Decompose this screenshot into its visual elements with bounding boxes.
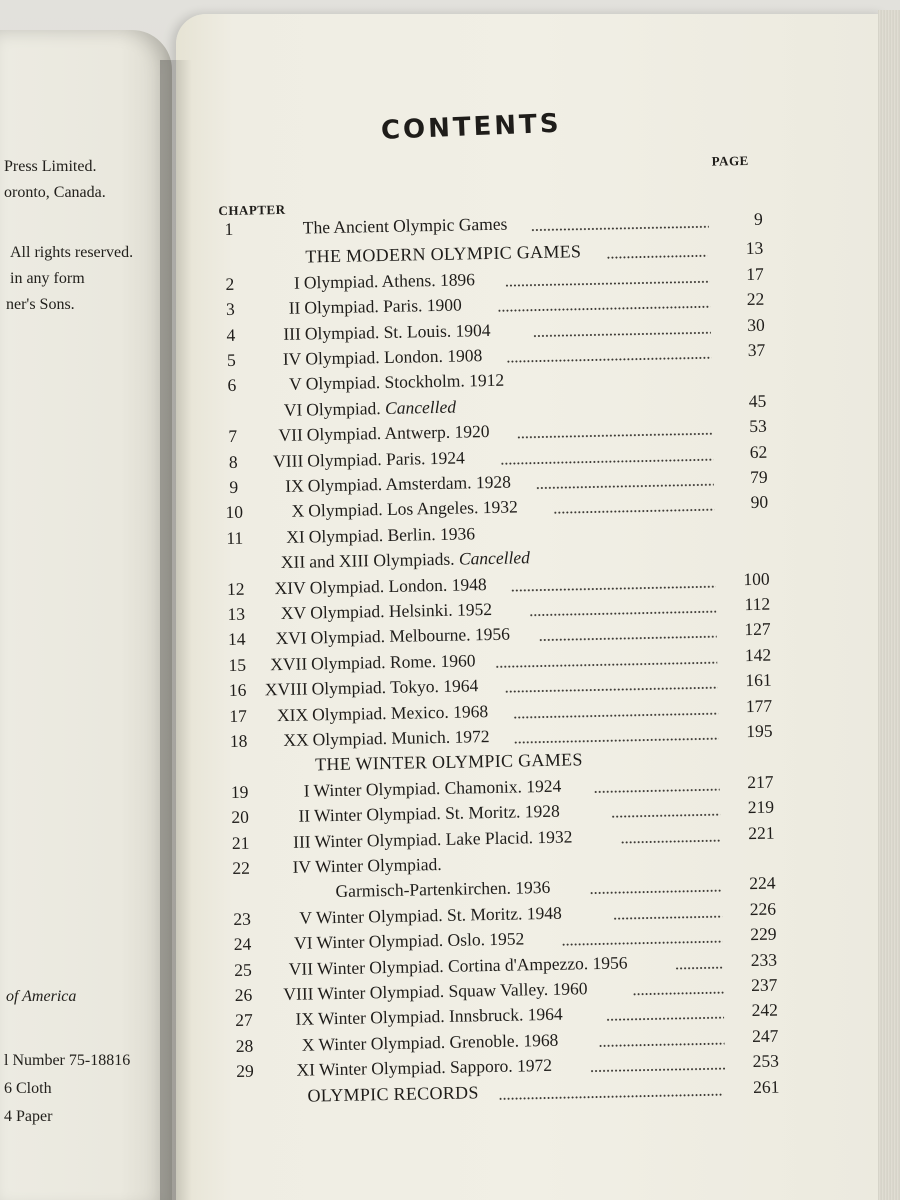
dot-leader bbox=[613, 915, 722, 919]
chapter-column-label: CHAPTER bbox=[218, 201, 286, 219]
entry-title-text: Olympiad. Antwerp. 1920 bbox=[306, 421, 490, 445]
dot-leader bbox=[532, 331, 711, 336]
entry-title bbox=[315, 854, 442, 877]
entry-title bbox=[305, 345, 482, 369]
page-number: 127 bbox=[744, 619, 771, 640]
dot-leader bbox=[675, 966, 723, 969]
entry-title-text: Olympiad. Paris. 1900 bbox=[304, 294, 463, 318]
olympiad-numeral: VIII bbox=[272, 450, 304, 471]
left-page-line: Press Limited. bbox=[4, 158, 97, 175]
dot-leader bbox=[499, 1093, 724, 1099]
dot-leader bbox=[632, 992, 724, 996]
olympiad-numeral: XV bbox=[280, 602, 307, 624]
page-number: 253 bbox=[752, 1050, 780, 1072]
chapter-number: 14 bbox=[227, 629, 246, 650]
chapter-number: 7 bbox=[228, 426, 238, 447]
entry-title-text: Olympiad. Rome. 1960 bbox=[310, 650, 476, 674]
entry-title-text: Winter Olympiad. St. Moritz. 1928 bbox=[313, 800, 560, 826]
page-number: 100 bbox=[743, 568, 770, 589]
chapter-number: 10 bbox=[225, 502, 244, 523]
entry-title-text: Winter Olympiad. Squaw Valley. 1960 bbox=[317, 978, 588, 1004]
olympiad-numeral: XX bbox=[283, 729, 309, 750]
left-page-line: 4 Paper bbox=[4, 1108, 53, 1125]
dot-leader bbox=[606, 255, 707, 259]
entry-title-text: Winter Olympiad. Oslo. 1952 bbox=[316, 928, 525, 953]
entry-title bbox=[310, 599, 492, 623]
left-page-line: of America bbox=[6, 988, 77, 1005]
chapter-number: 29 bbox=[236, 1060, 254, 1082]
olympiad-numeral: II bbox=[298, 805, 311, 826]
entry-title bbox=[319, 1055, 552, 1080]
page-number: 13 bbox=[745, 238, 764, 259]
page-number: 90 bbox=[750, 492, 769, 513]
chapter-number: 19 bbox=[230, 781, 249, 802]
olympiad-numeral: V bbox=[288, 373, 303, 395]
chapter-number: 24 bbox=[233, 933, 252, 955]
entry-title-text: Olympiad. London. 1908 bbox=[305, 345, 483, 369]
entry-title bbox=[304, 295, 462, 319]
entry-title bbox=[304, 269, 475, 293]
entry-title bbox=[309, 547, 530, 572]
page-number: 242 bbox=[751, 999, 779, 1021]
entry-title bbox=[314, 801, 560, 827]
entry-title bbox=[316, 902, 562, 928]
olympiad-numeral: VIII bbox=[283, 983, 314, 1005]
chapter-number: 16 bbox=[228, 679, 247, 701]
entry-title-text: Olympiad. Stockholm. 1912 bbox=[305, 370, 505, 394]
olympiad-numeral: III bbox=[283, 323, 302, 344]
dot-leader bbox=[514, 738, 719, 744]
dot-leader bbox=[514, 712, 719, 718]
entry-title-text: Winter Olympiad. Lake Placid. 1932 bbox=[314, 826, 573, 852]
entry-title-text: Winter Olympiad. bbox=[314, 853, 442, 877]
page-number: 261 bbox=[752, 1076, 780, 1097]
olympiad-numeral: IV bbox=[282, 348, 302, 369]
entry-title-text: Olympiad. Amsterdam. 1928 bbox=[307, 471, 512, 496]
page-number: 233 bbox=[750, 949, 778, 970]
chapter-number: 1 bbox=[224, 218, 234, 240]
entry-title bbox=[314, 826, 572, 852]
dot-leader bbox=[620, 839, 720, 843]
chapter-number: 2 bbox=[225, 273, 235, 294]
entry-title-text: Olympiad. bbox=[306, 397, 386, 420]
dot-leader bbox=[505, 281, 710, 287]
chapter-number: 9 bbox=[229, 476, 239, 497]
olympiad-numeral bbox=[251, 882, 311, 883]
page-title: CONTENTS bbox=[380, 108, 563, 146]
entry-title bbox=[316, 929, 524, 954]
dot-leader bbox=[500, 458, 713, 464]
chapter-number: 25 bbox=[234, 959, 252, 980]
dot-leader bbox=[517, 433, 713, 439]
olympiad-numeral: XVI bbox=[275, 627, 307, 649]
olympiad-numeral: I bbox=[293, 272, 301, 293]
entry-title-text: Olympiad. Los Angeles. 1932 bbox=[308, 496, 518, 521]
page-number: 30 bbox=[747, 314, 765, 335]
chapter-number: 15 bbox=[228, 654, 247, 675]
chapter-number: 26 bbox=[234, 984, 253, 1005]
dot-leader bbox=[511, 585, 716, 591]
entry-title-text: and XIII Olympiads. bbox=[309, 548, 460, 572]
entry-title-text: Garmisch-Partenkirchen. 1936 bbox=[335, 877, 551, 902]
entry-title-text: Olympiad. Munich. 1972 bbox=[312, 726, 490, 750]
chapter-number: 6 bbox=[227, 375, 237, 396]
chapter-number: 8 bbox=[228, 451, 238, 472]
left-page-line: ner's Sons. bbox=[6, 296, 75, 313]
page-number: 237 bbox=[750, 974, 778, 996]
entry-title bbox=[307, 421, 490, 446]
entry-title bbox=[312, 701, 488, 725]
page-number: 195 bbox=[746, 720, 773, 742]
olympiad-numeral: X bbox=[291, 500, 305, 522]
olympiad-numeral: XII bbox=[280, 551, 306, 573]
dot-leader bbox=[589, 890, 721, 895]
left-page-line: 6 Cloth bbox=[4, 1080, 52, 1097]
entry-title-italic: Cancelled bbox=[458, 547, 531, 569]
entry-title-text: Winter Olympiad. St. Moritz. 1948 bbox=[315, 902, 562, 928]
page-column-label: PAGE bbox=[711, 152, 749, 169]
entry-title bbox=[312, 726, 489, 750]
chapter-number: 17 bbox=[229, 705, 248, 726]
olympiad-numeral: XI bbox=[286, 526, 305, 547]
entry-title bbox=[317, 978, 587, 1004]
page-number: 9 bbox=[753, 208, 763, 229]
entry-title bbox=[313, 775, 561, 801]
entry-title-text: Olympiad. London. 1948 bbox=[309, 573, 487, 598]
dot-leader bbox=[598, 1042, 724, 1046]
dot-leader bbox=[538, 636, 717, 641]
chapter-number: 21 bbox=[231, 832, 250, 853]
entry-title-text: Olympiad. Athens. 1896 bbox=[303, 269, 476, 293]
entry-title-text: Olympiad. St. Louis. 1904 bbox=[304, 319, 491, 344]
entry-title-text: Olympiad. Mexico. 1968 bbox=[311, 700, 489, 725]
olympiad-numeral: X bbox=[301, 1034, 315, 1055]
page-number: 247 bbox=[751, 1025, 779, 1046]
olympiad-numeral: XVII bbox=[270, 653, 308, 675]
dot-leader bbox=[562, 941, 723, 946]
chapter-number: 4 bbox=[226, 324, 236, 345]
chapter-number: 11 bbox=[226, 527, 244, 548]
entry-title bbox=[308, 472, 512, 497]
entry-title bbox=[305, 320, 491, 345]
dot-leader bbox=[530, 226, 709, 231]
chapter-number: 3 bbox=[225, 299, 235, 320]
entry-title-text: Olympiad. Melbourne. 1956 bbox=[310, 624, 511, 648]
entry-title bbox=[311, 624, 511, 649]
chapter-number: 12 bbox=[226, 578, 245, 599]
entry-title-text: Winter Olympiad. Chamonix. 1924 bbox=[313, 775, 562, 801]
entry-title bbox=[318, 1004, 563, 1030]
chapter-number: 22 bbox=[232, 857, 251, 878]
olympiad-numeral: XI bbox=[296, 1059, 316, 1080]
entry-title-text: Winter Olympiad. Sapporo. 1972 bbox=[318, 1055, 553, 1080]
chapter-number: 27 bbox=[235, 1010, 253, 1031]
chapter-number bbox=[225, 883, 257, 884]
olympiad-numeral: XVIII bbox=[264, 678, 308, 700]
dot-leader bbox=[507, 357, 712, 363]
chapter-number: 5 bbox=[226, 349, 236, 371]
page-number: 53 bbox=[749, 415, 767, 437]
section-heading: OLYMPIC RECORDS bbox=[307, 1081, 479, 1106]
chapter-number: 13 bbox=[227, 603, 246, 625]
left-page-line: in any form bbox=[10, 270, 85, 287]
section-heading: THE MODERN OLYMPIC GAMES bbox=[305, 241, 582, 267]
entry-title-text: Olympiad. Helsinki. 1952 bbox=[310, 598, 493, 623]
left-page-line: All rights reserved. bbox=[10, 244, 134, 261]
dot-leader bbox=[553, 509, 714, 514]
page-number: 79 bbox=[749, 466, 768, 487]
entry-title bbox=[311, 675, 478, 699]
entry-title-text: Winter Olympiad. Grenoble. 1968 bbox=[318, 1029, 559, 1055]
olympiad-numeral: IX bbox=[285, 475, 304, 496]
entry-title bbox=[306, 370, 505, 395]
dot-leader bbox=[497, 306, 710, 312]
olympiad-numeral bbox=[239, 218, 299, 219]
dot-leader bbox=[529, 611, 716, 617]
entry-title bbox=[318, 1030, 558, 1056]
page-number: 219 bbox=[747, 796, 775, 818]
dot-leader bbox=[504, 687, 717, 693]
olympiad-numeral: XIV bbox=[274, 577, 306, 598]
olympiad-numeral: IV bbox=[292, 856, 312, 877]
entry-title bbox=[308, 497, 518, 522]
page-number: 217 bbox=[747, 771, 774, 792]
olympiad-numeral: IX bbox=[295, 1008, 315, 1030]
section-heading: THE WINTER OLYMPIC GAMES bbox=[314, 749, 583, 775]
page-number: 161 bbox=[745, 669, 772, 691]
olympiad-numeral: V bbox=[299, 907, 313, 928]
entry-title-text: Olympiad. Tokyo. 1964 bbox=[311, 675, 479, 699]
page-number: 62 bbox=[749, 441, 768, 462]
entry-title-text: Olympiad. Paris. 1924 bbox=[307, 447, 465, 471]
chapter-number: 20 bbox=[231, 806, 250, 828]
dot-leader bbox=[495, 661, 717, 667]
entry-title-text: Winter Olympiad. Innsbruck. 1964 bbox=[317, 1004, 563, 1029]
page-number: 22 bbox=[746, 288, 765, 310]
chapter-number: 23 bbox=[233, 908, 252, 929]
page-number: 112 bbox=[744, 593, 771, 615]
entry-title bbox=[311, 650, 476, 674]
olympiad-numeral: VII bbox=[288, 958, 314, 979]
page-number: 177 bbox=[745, 695, 773, 716]
left-page-line: oronto, Canada. bbox=[4, 184, 106, 201]
entry-title bbox=[310, 574, 487, 598]
dot-leader bbox=[590, 1068, 725, 1073]
page-number: 37 bbox=[747, 339, 766, 361]
entry-title bbox=[307, 447, 465, 471]
entry-title-italic: Cancelled bbox=[384, 396, 457, 418]
dot-leader bbox=[611, 814, 720, 818]
dot-leader bbox=[606, 1017, 724, 1021]
dot-leader bbox=[593, 788, 719, 792]
olympiad-numeral: VI bbox=[283, 399, 303, 420]
dot-leader bbox=[535, 484, 714, 489]
entry-title-text: The Ancient Olympic Games bbox=[302, 213, 508, 238]
olympiad-numeral: III bbox=[292, 831, 311, 852]
olympiad-numeral: I bbox=[303, 780, 310, 801]
entry-title bbox=[309, 523, 476, 547]
entry-title bbox=[306, 396, 456, 420]
chapter-number: 18 bbox=[229, 730, 248, 752]
page-number: 221 bbox=[748, 822, 775, 843]
page-number: 17 bbox=[746, 263, 764, 284]
page-number: 142 bbox=[744, 644, 772, 665]
entry-title bbox=[303, 214, 508, 239]
olympiad-numeral: XIX bbox=[276, 704, 309, 725]
olympiad-numeral: VI bbox=[293, 932, 313, 954]
chapter-number: 28 bbox=[235, 1035, 254, 1056]
entry-title-text: Olympiad. Berlin. 1936 bbox=[308, 523, 476, 547]
entry-title-text: Winter Olympiad. Cortina d'Ampezzo. 1956 bbox=[316, 952, 628, 978]
page-number: 229 bbox=[750, 923, 777, 945]
entry-title bbox=[335, 877, 550, 902]
page-number: 224 bbox=[749, 872, 776, 894]
olympiad-numeral: II bbox=[288, 297, 301, 318]
page-number: 226 bbox=[749, 898, 777, 919]
page-number: 45 bbox=[748, 390, 767, 411]
left-page-line: l Number 75-18816 bbox=[4, 1052, 131, 1069]
olympiad-numeral: VII bbox=[278, 424, 303, 446]
